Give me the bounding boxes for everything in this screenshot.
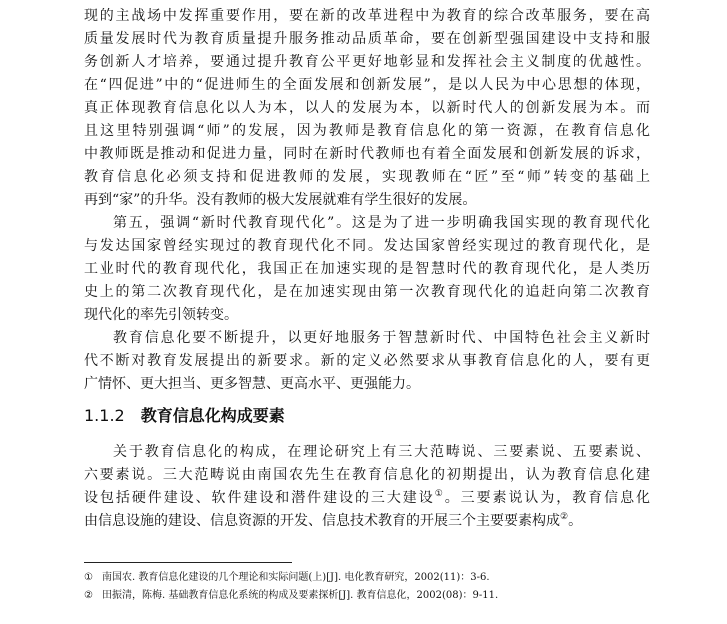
section-title: 教育信息化构成要素 [140, 406, 285, 425]
footnote-divider [84, 562, 292, 563]
footnote-mark: ② [84, 590, 93, 601]
paragraph-fifth-point [84, 212, 650, 327]
text-line-with-ref [84, 487, 650, 510]
text-line: 教育信息化必须支持和促进教师的发展，实现教师在“匠”至“师”转变的基础上 [84, 169, 650, 185]
text-line: 质量发展时代为教育质量提升服务推动品质革命，要在创新型强国建设中支持和服 [84, 31, 650, 47]
footnote-mark: ① [84, 572, 93, 583]
text-line: 史上的第二次教育现代化，是在加速实现由第一次教育现代化的追赶向第二次教育 [84, 284, 650, 300]
text-line: 与发达国家曾经实现过的教育现代化不同。发达国家曾经实现过的教育现代化，是 [84, 238, 650, 254]
text-segment: 设包括硬件建设、软件建设和潜件建设的三大建设 [84, 490, 435, 506]
text-segment: 由信息设施的建设、信息资源的开发、信息技术教育的开展三个主要要素构成 [84, 513, 560, 529]
text-line: 现的主战场中发挥重要作用，要在新的改革进程中为教育的综合改革服务，要在高 [84, 8, 650, 24]
text-line: 第五，强调“新时代教育现代化”。这是为了进一步明确我国实现的教育现代化 [113, 215, 650, 231]
paragraph-continuous-improvement [84, 327, 650, 396]
footnotes [84, 569, 650, 605]
section-number: 1.1.2 [84, 406, 125, 425]
text-line: 在“四促进”中的“促进师生的全面发展和创新发展”，是以人民为中心思想的体现， [84, 77, 650, 93]
text-line: 真正体现教育信息化以人为本，以人的发展为本，以新时代人的创新发展为本。而 [84, 100, 650, 116]
paragraph-components [84, 441, 650, 533]
text-line: 六要素说。三大范畴说由南国农先生在教育信息化的初期提出，认为教育信息化建 [84, 467, 650, 483]
paragraph-four-promotions [84, 5, 650, 212]
text-line: 代不断对教育发展提出的新要求。新的定义必然要求从事教育信息化的人，要有更 [84, 353, 650, 369]
text-line: 再到“家”的升华。没有教师的极大发展就难有学生很好的发展。 [84, 192, 477, 208]
text-line: 且这里特别强调“师”的发展，因为教师是教育信息化的第一资源，在教育信息化 [84, 123, 650, 139]
footnote-ref-2[interactable]: ② [560, 512, 569, 522]
footnote-text: 田振清，陈梅. 基础教育信息化系统的构成及要素探析[J]. 教育信息化，2002(08)：9-11. [102, 590, 499, 601]
text-segment: 。三要素说认为，教育信息化 [444, 490, 651, 506]
section-heading [84, 404, 285, 428]
text-line: 工业时代的教育现代化，我国正在加速实现的是智慧时代的教育现代化，是人类历 [84, 261, 650, 277]
text-line: 教育信息化要不断提升，以更好地服务于智慧新时代、中国特色社会主义新时 [113, 330, 650, 346]
text-line: 务创新人才培养，要通过提升教育公平更好地彰显和发挥社会主义制度的优越性。 [84, 54, 650, 70]
text-segment: 。 [568, 513, 583, 529]
text-line: 广情怀、更大担当、更多智慧、更高水平、更强能力。 [84, 376, 420, 392]
text-line: 现代化的率先引领转变。 [84, 307, 238, 323]
text-line: 中教师既是推动和促进力量，同时在新时代教师也有着全面发展和创新发展的诉求， [84, 146, 650, 162]
text-line: 关于教育信息化的构成，在理论研究上有三大范畴说、三要素说、五要素说、 [113, 444, 650, 460]
footnote-text: 南国农. 教育信息化建设的几个理论和实际问题(上)[J]. 电化教育研究，2002(11)：3-6. [102, 572, 490, 583]
footnote-ref-1[interactable]: ① [434, 489, 445, 499]
footnote-1 [84, 569, 650, 587]
footnote-2 [84, 587, 650, 605]
text-line-with-ref [84, 510, 650, 533]
